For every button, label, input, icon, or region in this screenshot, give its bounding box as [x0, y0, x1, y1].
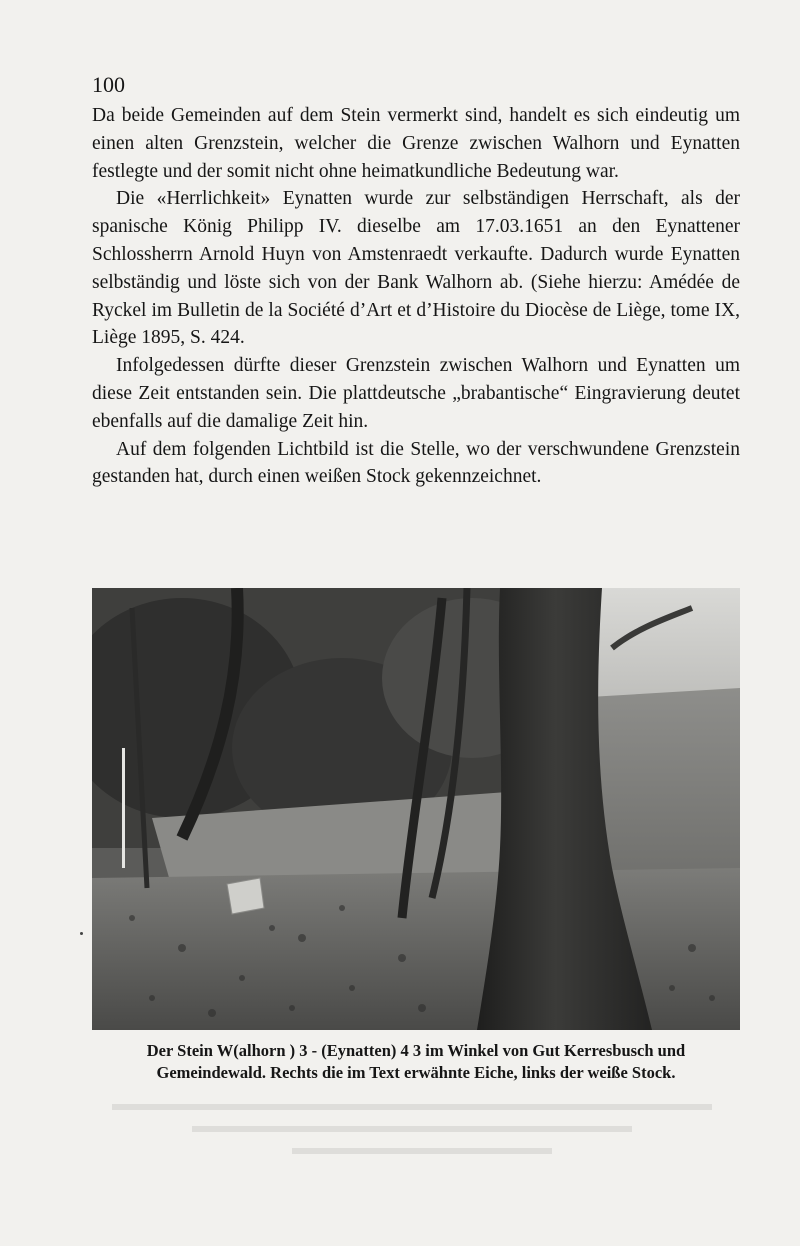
- boundary-stone: [227, 878, 264, 914]
- body-text: [92, 102, 740, 491]
- photo-scene: [92, 588, 740, 1030]
- photo-caption: Der Stein W(alhorn ) 3 - (Eynatten) 4 3 im Winkel von Gut Kerresbusch und Gemeindewald. Rechts die im Text erwähnte Eiche, links der weiße Stock.: [146, 1041, 686, 1082]
- print-speck: [80, 932, 83, 935]
- paragraph-3: Infolgedessen dürfte dieser Grenzstein zwischen Walhorn und Eynatten um diese Zeit entstanden sein. Die plattdeutsche „brabantische“ Eingravierung deutet ebenfalls auf die damalige Zeit hin.: [92, 355, 740, 432]
- page-number: 100: [92, 72, 125, 97]
- show-through-texture: [92, 1096, 740, 1176]
- paragraph-2: Die «Herrlichkeit» Eynatten wurde zur selbständigen Herrschaft, als der spanische König Philipp IV. dieselbe am 17.03.1651 an den Eynattener Schlossherrn Arnold Huyn von Amstenraedt verkaufte. Dadurch wurde Eynatten selbständig und löste sich von der Bank Walhorn ab. (Siehe hierzu: Amédée de Ryckel im Bulletin de la Société d’Art et d’Histoire du Diocèse de Liège, tome IX, Liège 1895, S. 424.: [92, 188, 740, 349]
- paragraph-1: Da beide Gemeinden auf dem Stein vermerkt sind, handelt es sich eindeutig um einen alten Grenzstein, welcher die Grenze zwischen Walhorn und Eynatten festlegte und der somit nicht ohne heimatkundliche Bedeutung war.: [92, 105, 740, 182]
- white-stick: [122, 748, 125, 868]
- photograph-boundary-stone-site: [92, 588, 740, 1030]
- paragraph-4: Auf dem folgenden Lichtbild ist die Stelle, wo der verschwundene Grenzstein gestanden hat, durch einen weißen Stock gekennzeichnet.: [92, 438, 740, 488]
